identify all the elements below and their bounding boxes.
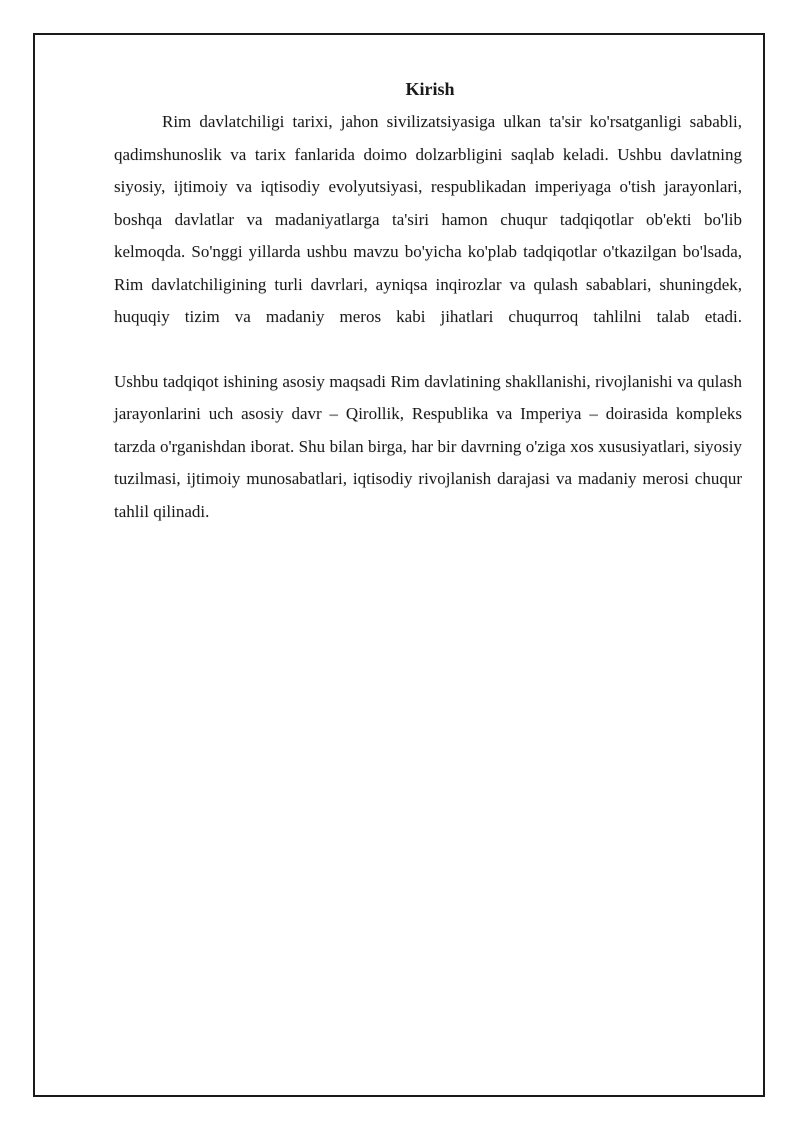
document-body (114, 75, 742, 528)
paragraph-1: Rim davlatchiligi tarixi, jahon sivilizatsiyasiga ulkan ta'sir ko'rsatganligi sababli, qadimshunoslik va tarix fanlarida doimo dolzarbligini saqlab keladi. Ushbu davlatning siyosiy, ijtimoiy va iqtisodiy evolyutsiyasi, respublikadan imperiyaga o'tish jarayonlari, boshqa davlatlar va madaniyatlarga ta'siri hamon chuqur tadqiqotlar ob'ekti bo'lib kelmoqda. So'nggi yillarda ushbu mavzu bo'yicha ko'plab tadqiqotlar o'tkazilgan bo'lsada, Rim davlatchiligining turli davrlari, ayniqsa inqirozlar va qulash sabablari, shuningdek, huquqiy tizim va madaniy meros kabi jihatlari chuqurroq tahlilni talab etadi. (114, 112, 742, 326)
paragraph-2: Ushbu tadqiqot ishining asosiy maqsadi Rim davlatining shakllanishi, rivojlanishi va qulash jarayonlarini uch asosiy davr – Qirollik, Respublika va Imperiya – doirasida kompleks tarzda o'rganishdan iborat. Shu bilan birga, har bir davrning o'ziga xos xususiyatlari, siyosiy tuzilmasi, ijtimoiy munosabatlari, iqtisodiy rivojlanish darajasi va madaniy merosi chuqur tahlil qilinadi. (114, 371, 742, 521)
document-title: Kirish (405, 79, 455, 99)
